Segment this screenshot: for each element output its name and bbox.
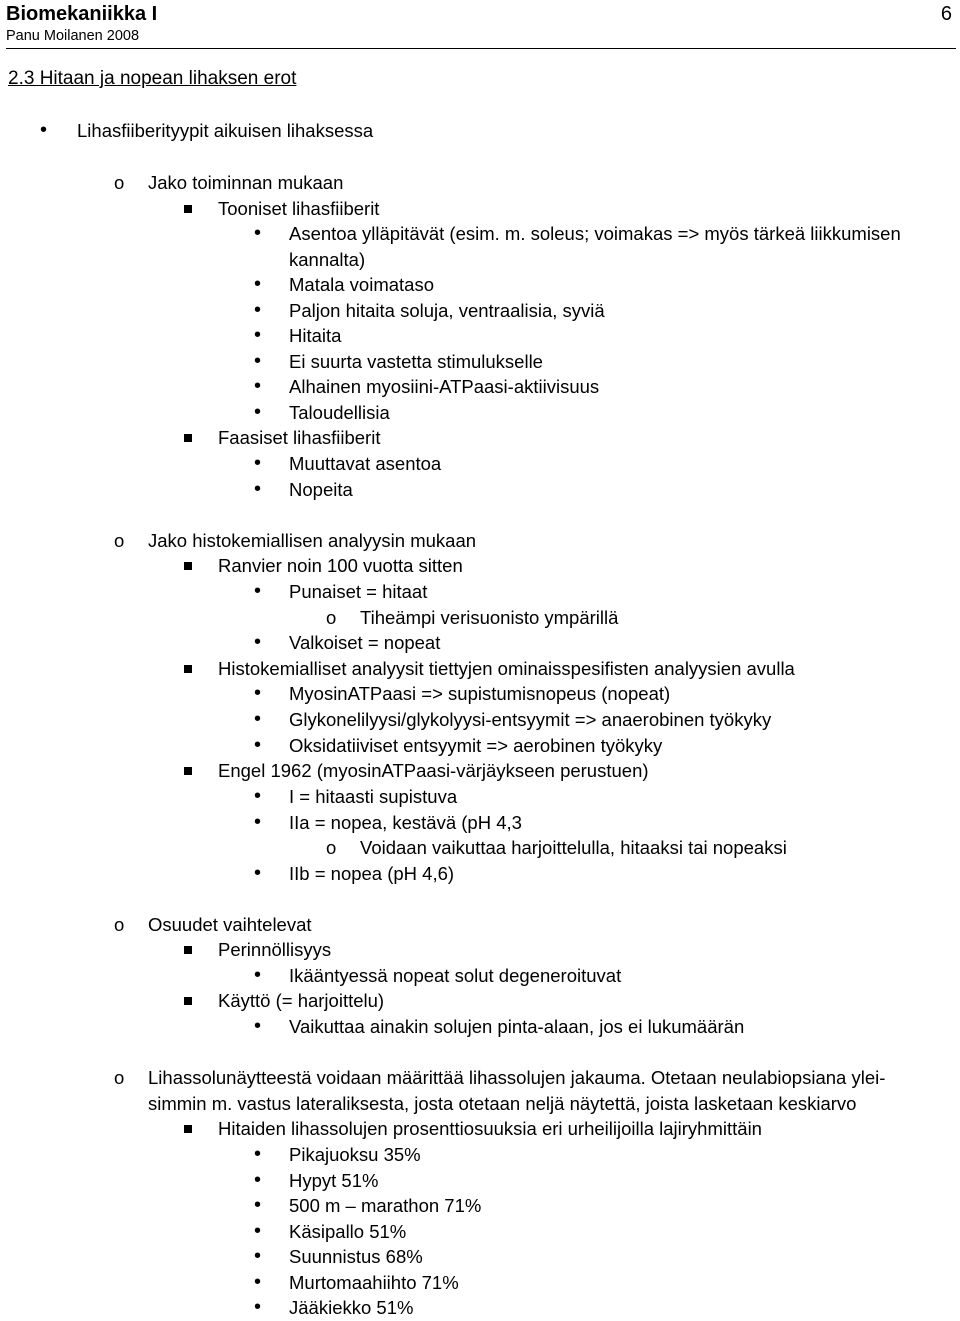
- square-bullet-icon: [184, 665, 192, 673]
- dot-bullet-icon: •: [254, 350, 262, 372]
- section-title: 2.3 Hitaan ja nopean lihaksen erot: [8, 68, 297, 89]
- outline-item-text: Jako toiminnan mukaan: [148, 172, 344, 193]
- outline-item-text: Ei suurta vastetta stimulukselle: [289, 351, 543, 372]
- square-bullet-icon: [184, 1125, 192, 1133]
- outline-item-text: Ikääntyessä nopeat solut degeneroituvat: [289, 965, 622, 986]
- outline-item-text: Hitaita: [289, 325, 342, 346]
- dot-bullet-icon: •: [254, 580, 262, 602]
- dot-bullet-icon: •: [254, 401, 262, 423]
- page-number: 6: [940, 3, 952, 25]
- outline-item-text: Suunnistus 68%: [289, 1246, 423, 1267]
- outline-item-text: Hypyt 51%: [289, 1170, 379, 1191]
- dot-bullet-icon: •: [254, 222, 262, 244]
- outline-item-text: Paljon hitaita soluja, ventraalisia, syviä: [289, 300, 605, 321]
- square-bullet-icon: [184, 562, 192, 570]
- dot-bullet-icon: •: [254, 682, 262, 704]
- circle-bullet-icon: o: [114, 1067, 125, 1088]
- dot-bullet-icon: •: [254, 1015, 262, 1037]
- outline-item-text: kannalta): [289, 249, 366, 270]
- outline-item-text: I = hitaasti supistuva: [289, 786, 458, 807]
- outline-item-text: Tooniset lihasfiiberit: [218, 198, 380, 219]
- circle-bullet-icon: o: [114, 914, 125, 935]
- square-bullet-icon: [184, 434, 192, 442]
- outline-item-text: Osuudet vaihtelevat: [148, 914, 312, 935]
- outline-item-text: Lihassolunäytteestä voidaan määrittää lihassolujen jakauma. Otetaan neulabiopsiana ylei-: [148, 1067, 886, 1088]
- outline-item-text: Käyttö (= harjoittelu): [218, 990, 385, 1011]
- dot-bullet-icon: •: [254, 273, 262, 295]
- dot-bullet-icon: •: [254, 1245, 262, 1267]
- dot-bullet-icon: •: [254, 734, 262, 756]
- dot-bullet-icon: •: [254, 862, 262, 884]
- dot-bullet-icon: •: [254, 1194, 262, 1216]
- outline-item-text: Faasiset lihasfiiberit: [218, 427, 381, 448]
- outline-item-text: Jääkiekko 51%: [289, 1297, 414, 1318]
- outline-item-text: Lihasfiiberityypit aikuisen lihaksessa: [77, 120, 374, 141]
- outline-item-text: IIa = nopea, kestävä (pH 4,3: [289, 812, 522, 833]
- outline-item-text: Glykonelilyysi/glykolyysi-entsyymit => anaerobinen työkyky: [289, 709, 772, 730]
- outline-item-text: Matala voimataso: [289, 274, 434, 295]
- dot-bullet-icon: •: [254, 299, 262, 321]
- outline-item-text: Hitaiden lihassolujen prosenttiosuuksia eri urheilijoilla lajiryhmittäin: [218, 1118, 762, 1139]
- outline-item-text: IIb = nopea (pH 4,6): [289, 863, 455, 884]
- circle-bullet-icon: o: [326, 607, 337, 628]
- outline-item-text: Vaikuttaa ainakin solujen pinta-alaan, jos ei lukumäärän: [289, 1016, 745, 1037]
- dot-bullet-icon: •: [254, 375, 262, 397]
- outline-item-text: Pikajuoksu 35%: [289, 1144, 421, 1165]
- dot-bullet-icon: •: [254, 1169, 262, 1191]
- outline-item-text: Punaiset = hitaat: [289, 581, 428, 602]
- square-bullet-icon: [184, 767, 192, 775]
- outline-item-text: 500 m – marathon 71%: [289, 1195, 482, 1216]
- outline-item-text: Oksidatiiviset entsyymit => aerobinen työkyky: [289, 735, 663, 756]
- document-author: Panu Moilanen 2008: [6, 28, 140, 44]
- dot-bullet-icon: •: [40, 119, 48, 141]
- outline-item-text: Taloudellisia: [289, 402, 390, 423]
- outline-item-text: MyosinATPaasi => supistumisnopeus (nopeat): [289, 683, 671, 704]
- outline-item-text: Voidaan vaikuttaa harjoittelulla, hitaaksi tai nopeaksi: [360, 837, 787, 858]
- outline-item-text: Murtomaahiihto 71%: [289, 1272, 459, 1293]
- dot-bullet-icon: •: [254, 452, 262, 474]
- circle-bullet-icon: o: [114, 172, 125, 193]
- dot-bullet-icon: •: [254, 785, 262, 807]
- outline-item-text: Alhainen myosiini-ATPaasi-aktiivisuus: [289, 376, 600, 397]
- outline-item-text: Perinnöllisyys: [218, 939, 332, 960]
- dot-bullet-icon: •: [254, 964, 262, 986]
- outline-item-text: Tiheämpi verisuonisto ympärillä: [360, 607, 619, 628]
- dot-bullet-icon: •: [254, 1296, 262, 1318]
- dot-bullet-icon: •: [254, 708, 262, 730]
- outline-item-text: Engel 1962 (myosinATPaasi-värjäykseen perustuen): [218, 760, 649, 781]
- outline-item-text: Histokemialliset analyysit tiettyjen ominaisspesifisten analyysien avulla: [218, 658, 795, 679]
- dot-bullet-icon: •: [254, 1143, 262, 1165]
- dot-bullet-icon: •: [254, 631, 262, 653]
- dot-bullet-icon: •: [254, 811, 262, 833]
- outline-item-text: Ranvier noin 100 vuotta sitten: [218, 555, 463, 576]
- dot-bullet-icon: •: [254, 1220, 262, 1242]
- outline-item-text: Käsipallo 51%: [289, 1221, 407, 1242]
- square-bullet-icon: [184, 946, 192, 954]
- outline-item-text: Asentoa ylläpitävät (esim. m. soleus; voimakas => myös tärkeä liikkumisen: [289, 223, 901, 244]
- outline-item-text: simmin m. vastus lateraliksesta, josta otetaan neljä näytettä, joista lasketaan keskiarvo: [148, 1093, 857, 1114]
- square-bullet-icon: [184, 205, 192, 213]
- outline-item-text: Valkoiset = nopeat: [289, 632, 441, 653]
- circle-bullet-icon: o: [326, 837, 337, 858]
- page-header: [6, 2, 956, 49]
- outline-item-text: Nopeita: [289, 479, 353, 500]
- dot-bullet-icon: •: [254, 1271, 262, 1293]
- dot-bullet-icon: •: [254, 324, 262, 346]
- square-bullet-icon: [184, 997, 192, 1005]
- outline-item-text: Muuttavat asentoa: [289, 453, 442, 474]
- circle-bullet-icon: o: [114, 530, 125, 551]
- dot-bullet-icon: •: [254, 478, 262, 500]
- document-title: Biomekaniikka I: [6, 3, 158, 25]
- outline-item-text: Jako histokemiallisen analyysin mukaan: [148, 530, 477, 551]
